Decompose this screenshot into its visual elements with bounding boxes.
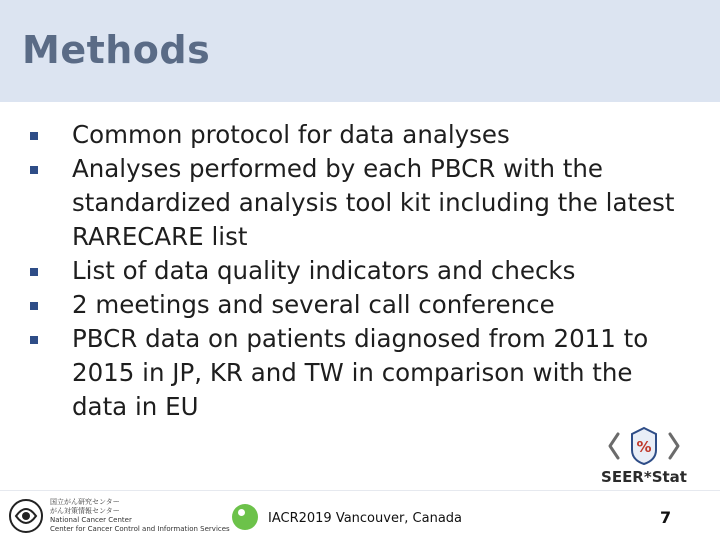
ncc-line: Center for Cancer Control and Information Services: [50, 525, 230, 533]
slide-title: Methods: [22, 28, 211, 72]
bullet-square-icon: [30, 302, 38, 310]
ncc-line: National Cancer Center: [50, 516, 132, 524]
bullet-text: Common protocol for data analyses: [72, 120, 510, 149]
ncc-logo-icon: [6, 496, 46, 536]
bullet-item: [30, 322, 690, 424]
bullet-square-icon: [30, 166, 38, 174]
ncc-logo-text: [50, 498, 230, 534]
ncc-line: がん対策情報センター: [50, 507, 120, 515]
bullet-text: 2 meetings and several call conference: [72, 290, 555, 319]
bullet-text: Analyses performed by each PBCR with the standardized analysis tool kit including the latest RARECARE list: [72, 154, 675, 251]
seer-badge-symbol: %: [636, 438, 652, 456]
footer-divider: [0, 490, 720, 491]
bullet-list: [30, 118, 690, 424]
bullet-text: List of data quality indicators and checks: [72, 256, 576, 285]
bullet-item: [30, 288, 690, 322]
bullet-square-icon: [30, 132, 38, 140]
seer-stat-label: SEER*Stat: [601, 468, 687, 486]
bullet-item: [30, 152, 690, 254]
seer-stat-logo: [590, 418, 698, 490]
footer-text: IACR2019 Vancouver, Canada: [268, 511, 463, 526]
title-bar: [0, 0, 720, 102]
bullet-item: [30, 254, 690, 288]
page-number: 7: [660, 508, 672, 527]
bullet-square-icon: [30, 268, 38, 276]
bullet-square-icon: [30, 336, 38, 344]
iacr-logo-icon: [232, 504, 258, 530]
seer-stat-icon: [604, 424, 684, 468]
bullet-item: [30, 118, 690, 152]
bullet-text: PBCR data on patients diagnosed from 2011 to 2015 in JP, KR and TW in comparison with the data in EU: [72, 324, 649, 421]
ncc-line: 国立がん研究センター: [50, 498, 120, 506]
